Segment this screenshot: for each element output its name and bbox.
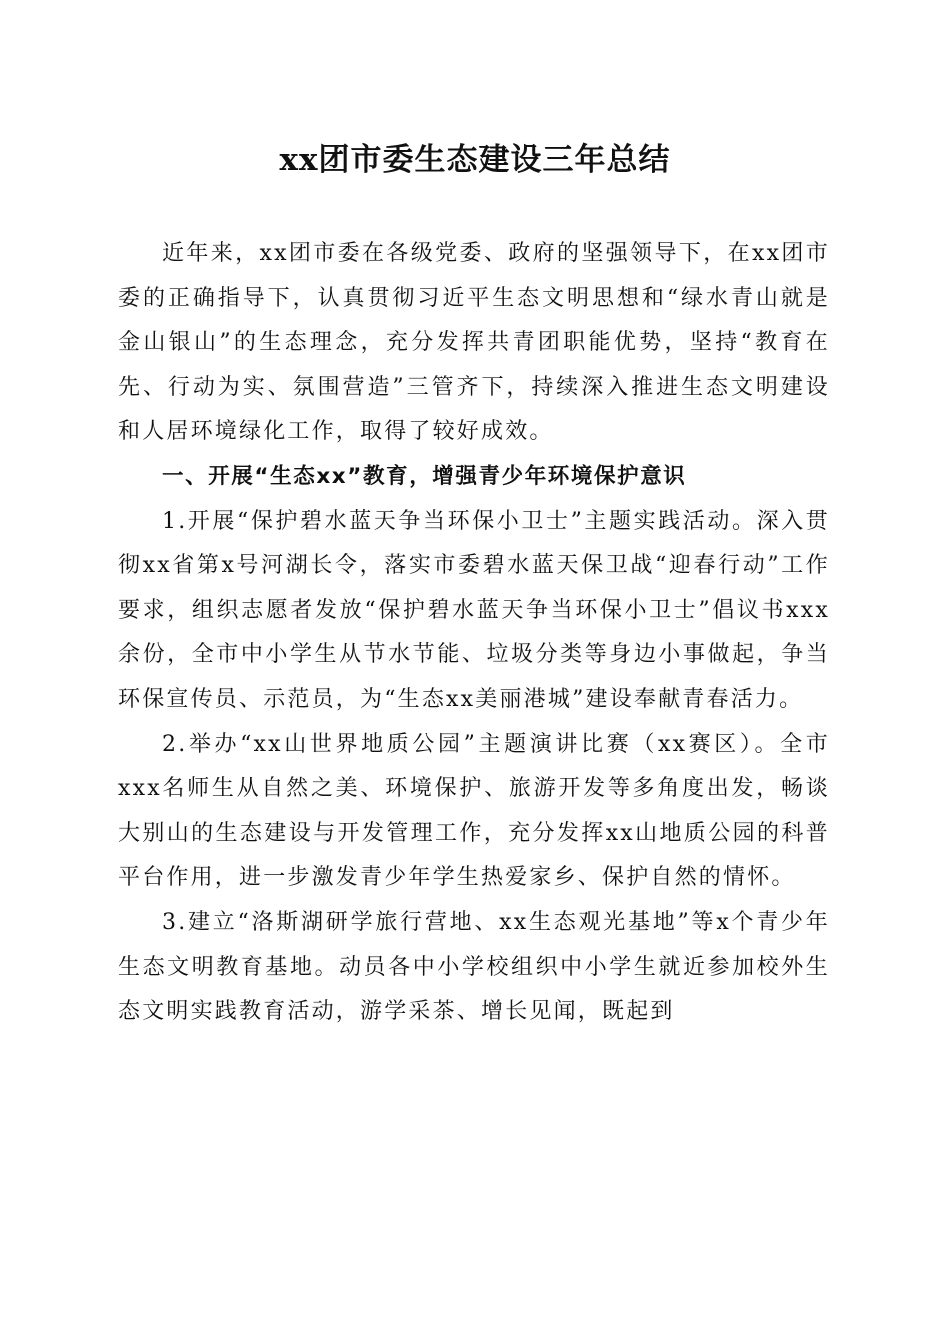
- section-item-2: 2.举办“xx山世界地质公园”主题演讲比赛（xx赛区）。全市xxx名师生从自然之美、环境保护、旅游开发等多角度出发，畅谈大别山的生态建设与开发管理工作，充分发挥xx山地质公园的科普平台作用，进一步激发青少年学生热爱家乡、保护自然的情怀。: [118, 731, 830, 891]
- intro-paragraph: 近年来，xx团市委在各级党委、政府的坚强领导下，在xx团市委的正确指导下，认真贯彻习近平生态文明思想和“绿水青山就是金山银山”的生态理念，充分发挥共青团职能优势，坚持“教育在先、行动为实、氛围营造”三管齐下，持续深入推进生态文明建设和人居环境绿化工作，取得了较好成效。: [118, 241, 830, 445]
- document-title: xx团市委生态建设三年总结: [279, 142, 671, 178]
- section-item-3: 3.建立“洛斯湖研学旅行营地、xx生态观光基地”等x个青少年生态文明教育基地。动员各中小学校组织中小学生就近参加校外生态文明实践教育活动，游学采茶、增长见闻，既起到: [118, 909, 830, 1025]
- section-item-1: 1.开展“保护碧水蓝天争当环保小卫士”主题实践活动。深入贯彻xx省第x号河湖长令，落实市委碧水蓝天保卫战“迎春行动”工作要求，组织志愿者发放“保护碧水蓝天争当环保小卫士”倡议书xxx余份，全市中小学生从节水节能、垃圾分类等身边小事做起，争当环保宣传员、示范员，为“生态xx美丽港城”建设奉献青春活力。: [118, 508, 830, 712]
- section-heading: 一、开展“生态xx”教育，增强青少年环境保护意识: [162, 463, 687, 489]
- document-body: [118, 232, 830, 1035]
